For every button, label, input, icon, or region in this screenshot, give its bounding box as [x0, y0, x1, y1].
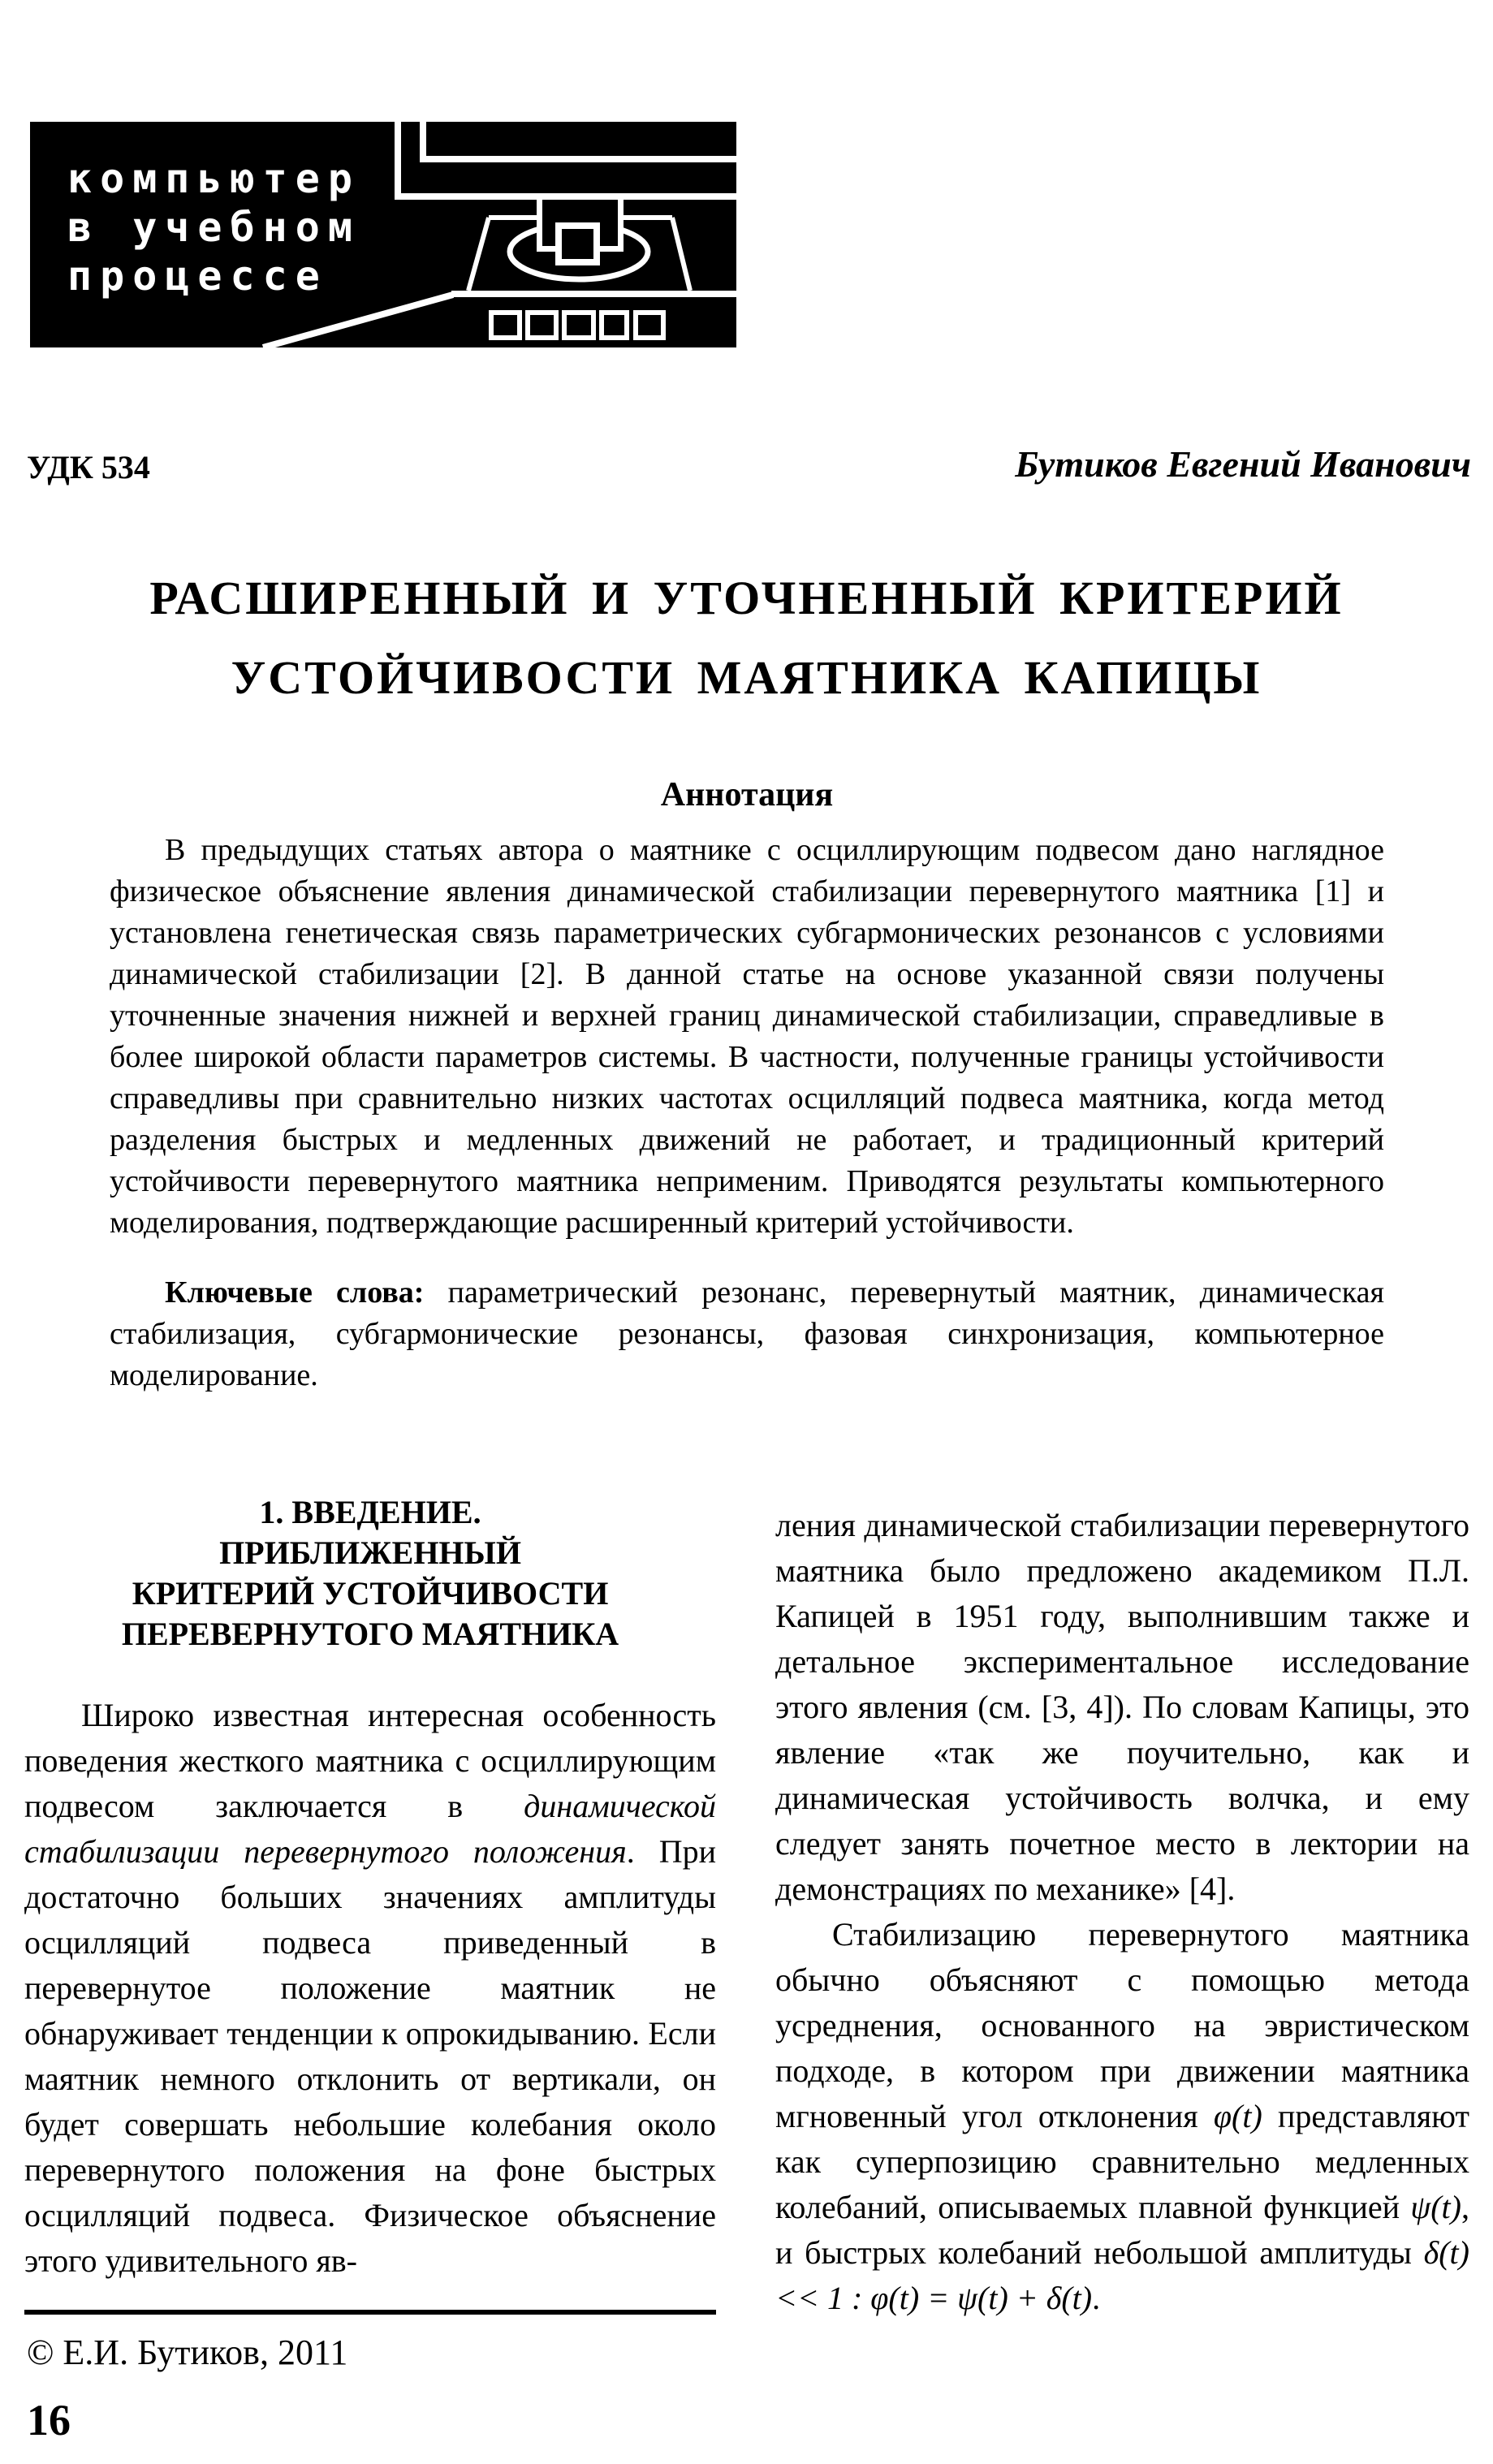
keywords-text: Ключевые слова: параметрический резонанс, перевернутый маятник, динамическая стабилизация, субгармонические резонансы, фазовая синхронизация, компьютерное моделирование.: [110, 1275, 1384, 1392]
logo-text-line: процессе: [67, 252, 328, 300]
section-heading-line: 1. ВВЕДЕНИЕ.: [259, 1494, 481, 1530]
logo-text-line: в учебном: [67, 204, 360, 251]
copyright-line: © Е.И. Бутиков, 2011: [27, 2332, 348, 2372]
left-column-paragraph: Широко известная интересная особенность поведения жесткого маятника с осциллирующим подвесом заключается в динамической стабилизации перевернутого положения. При достаточно больших значениях амплитуды осцилляций подвеса приведенный в перевернутое положение маятник не обнаруживает тенденции к опрокидыванию. Если маятник немного отклонить от вертикали, он будет совершать небольшие колебания около перевернутого положения на фоне быстрых осцилляций подвеса. Физическое объяснение этого удивительного яв-: [24, 1697, 716, 2279]
logo-text: [67, 154, 360, 300]
journal-logo: [30, 122, 736, 347]
right-column-paragraph: ления динамической стабилизации перевернутого маятника было предложено академиком П.Л. Капицей в 1951 году, выполнившим также и детальное экспериментальное исследование этого явления (см. [3, 4]). По словам Капицы, это явление «так же поучительно, как и динамическая устойчивость волчка, и ему следует занять почетное место в лектории на демонстрациях по механике» [4].: [775, 1507, 1469, 1907]
right-column-paragraph: Стабилизацию перевернутого маятника обычно объясняют с помощью метода усреднения, основанного на эвристическом подходе, в котором при движении маятника мгновенный угол отклонения φ(t) представляют как суперпозицию сравнительно медленных колебаний, описываемых плавной функцией ψ(t), и быстрых колебаний небольшой амплитуды δ(t) << 1 : φ(t) = ψ(t) + δ(t).: [775, 1916, 1470, 2316]
abstract-block: [110, 830, 1384, 1396]
abstract-text: В предыдущих статьях автора о маятнике с осциллирующим подвесом дано наглядное физическое объяснение явления динамической стабилизации перевернутого маятника [1] и установлена генетическая связь параметрических субгармонических резонансов с условиями динамической стабилизации [2]. В данной статье на основе указанной связи получены уточненные значения нижней и верхней границ динамической стабилизации, справедливые в более широкой области параметров системы. В частности, полученные границы устойчивости справедливы при сравнительно низких частотах осцилляций подвеса маятника, когда метод разделения быстрых и медленных движений не работает, и традиционный критерий устойчивости перевернутого маятника неприменим. Приводятся результаты компьютерного моделирования, подтверждающие расширенный критерий устойчивости.: [110, 833, 1384, 1240]
section-heading: [24, 1492, 716, 1655]
footnote-rule: [24, 2310, 716, 2315]
article-title: [0, 559, 1493, 718]
section-heading-line: ПРИБЛИЖЕННЫЙ: [219, 1534, 521, 1571]
section-heading-line: КРИТЕРИЙ УСТОЙЧИВОСТИ: [132, 1575, 609, 1612]
right-column: [775, 1503, 1469, 2321]
logo-text-line: компьютер: [67, 155, 360, 202]
section-heading-line: ПЕРЕВЕРНУТОГО МАЯТНИКА: [121, 1616, 619, 1652]
article-title-line: УСТОЙЧИВОСТИ МАЯТНИКА КАПИЦЫ: [231, 651, 1262, 704]
article-title-line: РАСШИРЕННЫЙ И УТОЧНЕННЫЙ КРИТЕРИЙ: [149, 572, 1344, 624]
left-column: [24, 1693, 716, 2284]
abstract-heading: Аннотация: [660, 776, 834, 813]
author-name: Бутиков Евгений Иванович: [1015, 443, 1471, 485]
page-number: 16: [27, 2396, 71, 2445]
udk-code: УДК 534: [27, 449, 150, 485]
